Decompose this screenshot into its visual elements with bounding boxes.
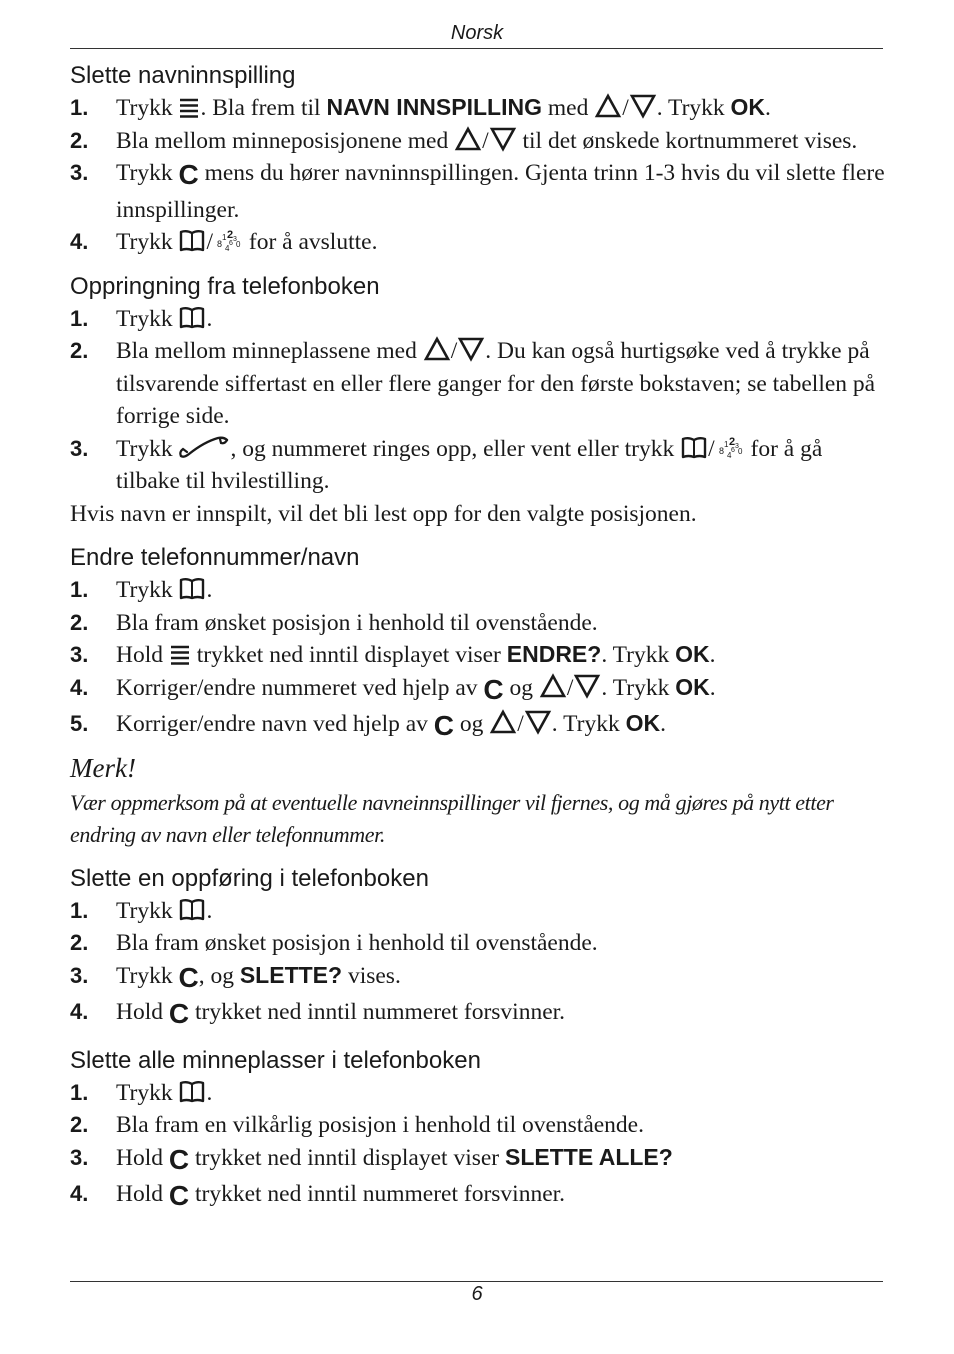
svg-text:1: 1 [222,233,227,242]
list-item [70,1142,885,1179]
text: Bla mellom minneposisjonene med [116,127,455,154]
step-number: 4. [70,674,89,700]
text: . [660,711,666,737]
note-text: Vær oppmerksom på at eventuelle navneinnspillinger vil fjernes, og må gjøres på nytt etter endring av navn eller telefonnummer. [70,789,834,847]
step-number: 5. [70,711,89,736]
end-call-icon [213,229,243,253]
text: mens du hører navninnspillingen. Gjenta trinn 1-3 hvis du vil slette flere innspillinger. [116,160,885,223]
section-title-slette-navninnspilling: Slette navninnspilling [70,62,296,89]
step-text [116,960,885,997]
step-number: 4. [70,1181,89,1206]
ok-key-label: OK [675,641,710,667]
svg-text:6: 6 [730,446,735,454]
svg-text:0: 0 [236,240,241,249]
step-number: 1. [70,577,89,602]
step-number: 1. [70,305,89,331]
end-call-icon [715,436,745,460]
phonebook-icon [178,898,206,922]
c-key-icon: C [178,961,199,993]
step-text: Trykk / 2 1 3 8 0 4 6 for å avslutte. [116,229,378,255]
step-text: Bla fram ønsket posisjon i henhold til ovenstående. [116,609,598,636]
text: og [503,674,539,701]
list-item [70,895,885,928]
svg-text:3: 3 [233,236,237,243]
step-text [116,1178,885,1215]
list-item [70,927,885,960]
text: Korriger/endre navn ved hjelp av [116,711,434,737]
text: Trykk [116,95,179,121]
phonebook-icon [680,436,708,460]
up-arrow-icon [454,126,482,152]
text: Trykk [116,435,179,462]
svg-text:2: 2 [227,229,234,241]
text: trykket ned inntil displayet viser [190,642,507,668]
text: . [206,897,213,924]
step-text [116,574,885,607]
list-item [70,1077,885,1110]
text: Trykk [116,577,179,603]
list-item [70,574,885,607]
ok-key-label: OK [730,94,766,120]
text: vises. [342,962,401,989]
svg-text:4: 4 [225,244,230,253]
down-arrow-icon [489,126,517,152]
section-title-oppringning: Oppringning fra telefonboken [70,272,380,300]
down-arrow-icon [629,93,657,119]
c-key-icon: C [178,159,199,190]
svg-text:1: 1 [723,439,729,449]
list-item [70,125,885,158]
text: Trykk [116,962,179,989]
text: , og [198,962,240,989]
list-item [70,1178,885,1215]
text: Hold [116,1181,169,1207]
step-number: 2. [70,609,89,635]
up-arrow-icon [489,709,517,735]
text: for å avslutte. [243,229,378,255]
svg-text:2: 2 [728,435,735,448]
list-item [70,708,885,745]
text: . Trykk [656,95,731,121]
display-text: SLETTE? [239,961,343,988]
step-number: 1. [70,1079,89,1105]
step-number: 3. [70,435,89,461]
list-item [70,303,885,336]
menu-icon [178,97,200,119]
step-text [116,895,885,928]
list-item [70,960,885,997]
page-number: 6 [471,1283,483,1305]
list-item [70,607,885,640]
section-title-slette-oppforing: Slette en oppføring i telefonboken [70,864,429,892]
step-text [116,996,885,1033]
text: . Bla frem til [200,95,327,121]
page-content [70,60,885,1215]
text: Bla mellom minneplassene med [116,338,423,364]
step-number: 2. [70,1112,89,1137]
text: . [765,95,771,121]
text: Trykk [116,897,179,924]
step-number: 3. [70,160,89,185]
step-text [116,303,885,336]
svg-text:6: 6 [229,240,233,247]
svg-text:3: 3 [734,442,739,450]
text: Korriger/endre nummeret ved hjelp av [116,674,484,701]
list-item [70,157,885,226]
text: trykket ned inntil nummeret forsvinner. [189,999,566,1025]
note-title: Merk! [70,752,136,783]
svg-text:8: 8 [718,445,724,456]
phonebook-icon [178,577,206,601]
step-number: 2. [70,127,89,153]
text: for å gå tilbake til hvilestilling. [116,435,823,494]
c-key-icon: C [168,1143,190,1175]
up-arrow-icon [423,336,451,362]
list-item [70,335,885,433]
up-arrow-icon [539,673,567,699]
text: . Trykk [601,674,676,701]
phonebook-icon [178,229,206,253]
phonebook-icon [178,306,206,330]
step-text [116,1142,885,1179]
text: trykket ned inntil displayet viser [189,1144,505,1171]
text: Hold [116,1144,169,1171]
text: , og nummeret ringes opp, eller vent eller trykk [230,435,681,462]
display-text: SLETTE ALLE? [505,1143,673,1170]
text: . [206,1079,213,1106]
section-note-paragraph: Hvis navn er innspilt, vil det bli lest opp for den valgte posisjonen. [70,500,697,527]
text: . [206,305,213,332]
down-arrow-icon [524,709,552,735]
text: til det ønskede kortnummeret vises. [516,127,858,154]
section-title-slette-alle: Slette alle minneplasser i telefonboken [70,1046,481,1074]
c-key-icon: C [168,1180,190,1211]
step-text: Trykk . Bla frem til NAVN INNSPILLING med / . Trykk OK. [116,94,771,121]
svg-text:0: 0 [737,446,743,456]
down-arrow-icon [573,673,601,699]
list-item [70,672,885,709]
list-item [70,996,885,1033]
step-number: 2. [70,338,89,363]
c-key-icon: C [483,673,504,705]
ok-key-label: OK [625,710,661,736]
text: Trykk [116,1079,179,1106]
text: . [709,674,716,701]
step-text: Trykk , og nummeret ringes opp, eller vent eller trykk / 2 1 3 8 0 4 6 for å gå tilbake til hvilestilling. [116,435,823,494]
text: . Trykk [601,642,676,668]
display-text: ENDRE? [506,641,602,667]
text: Hold [116,642,169,668]
text: Hold [116,999,169,1025]
step-text [116,1077,885,1110]
list-item [70,1109,885,1142]
step-text: Korriger/endre nummeret ved hjelp av C og / . Trykk OK. [116,672,885,709]
ok-key-label: OK [675,673,710,700]
step-text: Bla mellom minneposisjonene med / til det ønskede kortnummeret vises. [116,127,858,154]
step-text [116,639,885,672]
footer-rule [70,1281,883,1282]
step-number: 1. [70,95,89,120]
text: . [709,642,716,668]
svg-text:4: 4 [726,450,732,460]
step-text: Bla fram en vilkårlig posisjon i henhold til ovenstående. [116,1112,644,1138]
list-item [70,433,885,498]
text: Trykk [116,229,179,255]
c-key-icon: C [433,710,455,741]
text: . Trykk [551,711,626,737]
header-rule [70,48,883,49]
section-title-endre: Endre telefonnummer/navn [70,544,360,571]
c-key-icon: C [168,998,190,1029]
text: og [454,711,490,737]
list-item [70,639,885,672]
page-header-language: Norsk [450,22,504,44]
menu-icon [169,644,191,666]
list-item [70,92,885,125]
step-number: 3. [70,962,89,988]
text: trykket ned inntil nummeret forsvinner. [189,1181,566,1207]
text: Trykk [116,305,179,332]
step-text [116,157,885,226]
step-text: Bla mellom minneplassene med / . Du kan også hurtigsøke ved å trykke på tilsvarende siffertast en eller flere ganger for den første bokstaven; se tabellen på forrige side. [116,338,876,429]
display-text: NAVN INNSPILLING [326,94,542,120]
text: . Du kan også hurtigsøke ved å trykke på tilsvarende siffertast en eller flere ganger for den første bokstaven; se tabellen på forrige side. [116,338,876,429]
text: Trykk [116,160,179,186]
step-number: 4. [70,229,89,254]
step-number: 3. [70,1144,89,1170]
text: . [206,577,213,603]
list-item [70,226,885,259]
step-number: 4. [70,999,89,1024]
handset-icon [178,434,230,460]
step-number: 1. [70,897,89,923]
step-text: Korriger/endre navn ved hjelp av C og / . Trykk OK. [116,708,885,745]
text: med [541,95,595,121]
step-number: 3. [70,642,89,667]
step-number: 2. [70,930,89,955]
svg-text:8: 8 [217,239,223,249]
up-arrow-icon [594,93,622,119]
step-text: Bla fram ønsket posisjon i henhold til ovenstående. [116,930,598,956]
phonebook-icon [178,1080,206,1104]
down-arrow-icon [457,336,485,362]
